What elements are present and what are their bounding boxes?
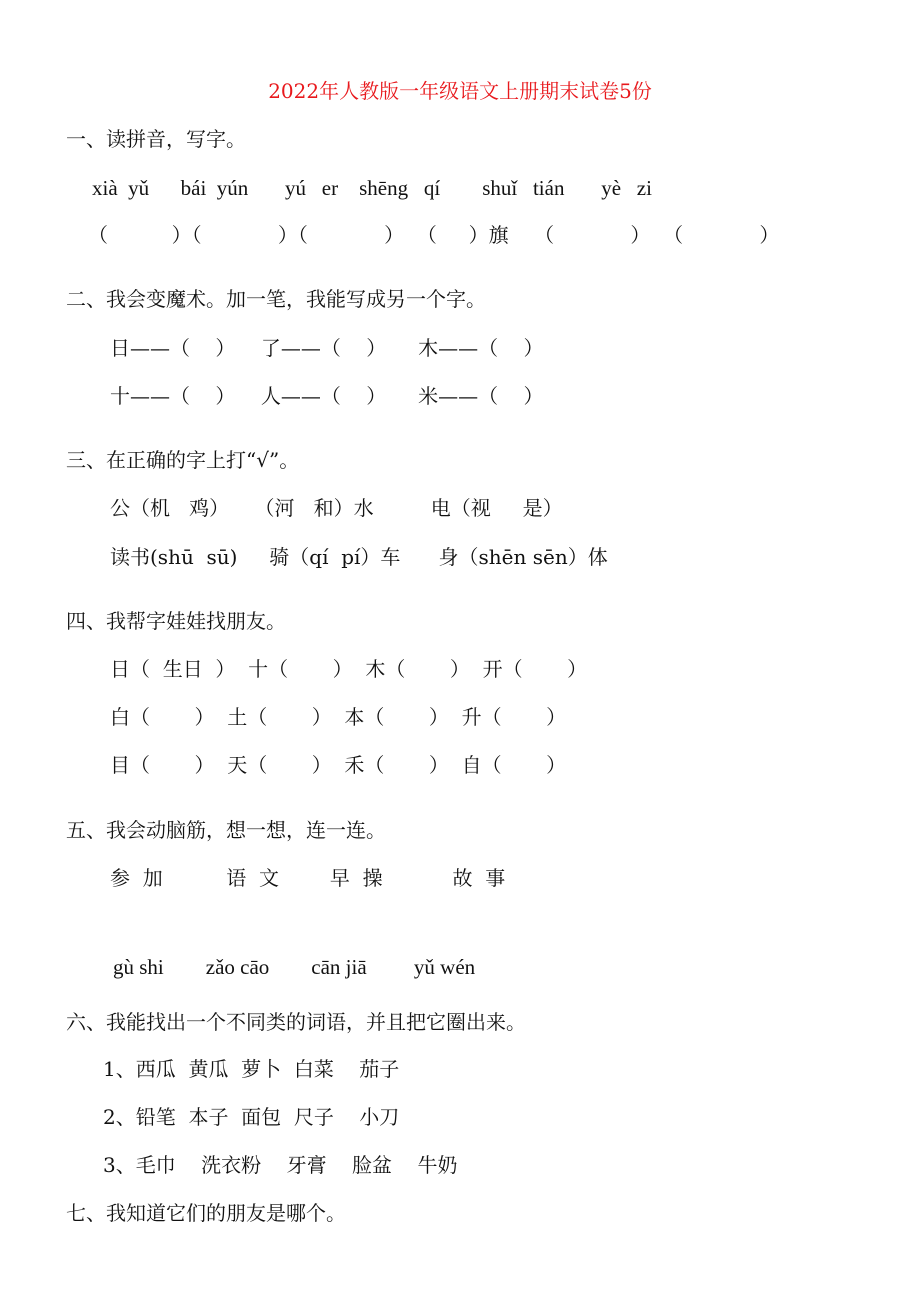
section-5-words: 参 加 语 文 早 操 故 事: [110, 866, 506, 890]
section-5-pinyin: gù shi zǎo cāo cān jiā yǔ wén: [113, 955, 476, 979]
section-6-item: 2、铅笔 本子 面包 尺子 小刀: [103, 1105, 400, 1129]
section-6-item: 3、毛巾 洗衣粉 牙膏 脸盆 牛奶: [103, 1153, 458, 1177]
section-7-heading: 七、我知道它们的朋友是哪个。: [66, 1201, 346, 1225]
section-4-heading: 四、我帮字娃娃找朋友。: [66, 609, 286, 633]
section-6-item: 1、西瓜 黄瓜 萝卜 白菜 茄子: [103, 1057, 400, 1081]
section-4-row: 白（ ） 土（ ） 本（ ） 升（ ）: [110, 705, 567, 729]
section-3-heading: 三、在正确的字上打“√”。: [66, 448, 300, 472]
section-2-row: 日——（ ） 了——（ ） 木——（ ）: [110, 336, 544, 360]
section-1-pinyin: xià yǔ bái yún yú er shēng qí shuǐ tián yè zi: [92, 176, 652, 200]
section-4-row: 目（ ） 天（ ） 禾（ ） 自（ ）: [110, 753, 567, 777]
section-4-row: 日（ 生日 ） 十（ ） 木（ ） 开（ ）: [110, 657, 588, 681]
section-1-blanks: （ ）（ ）（ ） （ ）旗 （ ） （ ）: [88, 223, 780, 247]
section-3-row: 读书(shū sū) 骑（qí pí）车 身（shēn sēn）体: [110, 545, 608, 569]
section-6-heading: 六、我能找出一个不同类的词语，并且把它圈出来。: [66, 1010, 526, 1034]
section-3-row: 公（机 鸡） （河 和）水 电（视 是）: [110, 496, 563, 520]
section-2-row: 十——（ ） 人——（ ） 米——（ ）: [110, 384, 544, 408]
section-1-heading: 一、读拼音，写字。: [66, 127, 246, 151]
page-title: 2022年人教版一年级语文上册期末试卷5份: [268, 79, 652, 103]
section-2-heading: 二、我会变魔术。加一笔，我能写成另一个字。: [66, 287, 486, 311]
section-5-heading: 五、我会动脑筋，想一想，连一连。: [66, 818, 386, 842]
